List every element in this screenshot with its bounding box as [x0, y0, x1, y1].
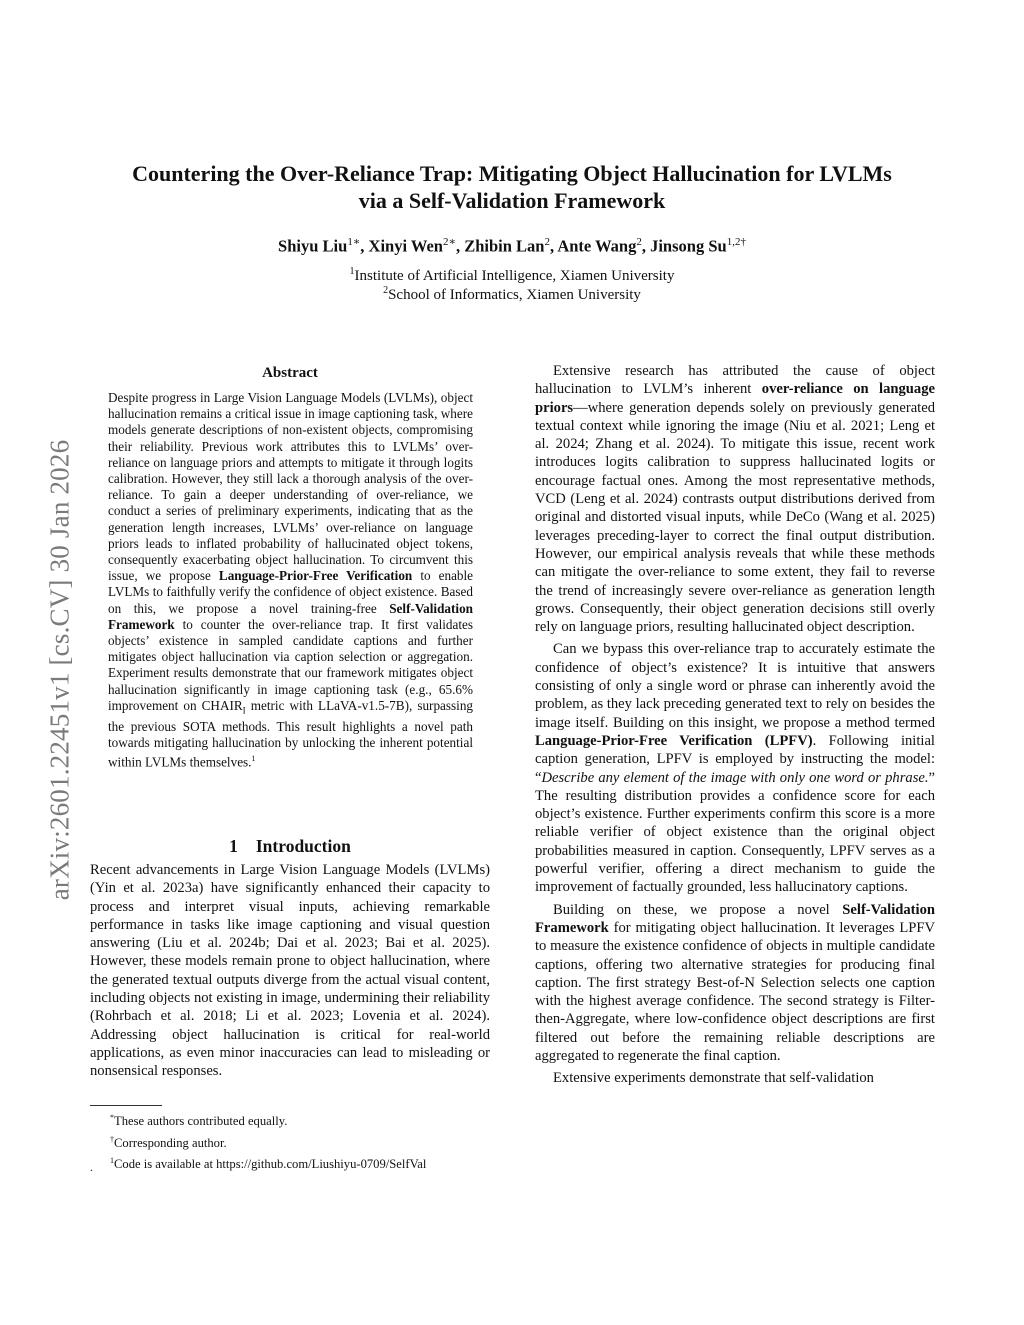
body-text: Extensive experiments demonstrate that self-validation	[553, 1070, 874, 1087]
arxiv-stamp: arXiv:2601.22451v1 [cs.CV] 30 Jan 2026	[44, 439, 75, 901]
affiliation	[80, 285, 944, 304]
author-mark: 2∗	[442, 236, 456, 248]
right-column-body	[535, 362, 935, 1092]
affiliation-mark: 1	[349, 266, 355, 277]
footnote	[110, 1152, 495, 1174]
author-mark: 1,2†	[726, 236, 746, 248]
footnote-text: These authors contributed equally.	[114, 1114, 288, 1129]
footnote-dot: .	[90, 1160, 93, 1174]
abstract-text: to enable LVLMs to faithfully verify the confidence of object existence. Based on this, we propose a novel training-free	[108, 568, 474, 616]
abstract-body	[108, 390, 473, 771]
body-text: Can we bypass this over-reliance trap to accurately estimate the confidence of object’s existence? It is intuitive that answers consisting of only a single word or phrase can inherently avoid the problem, as they lack preceding generated text to rely on besides the image itself. Building on this insight, we propose a method termed	[535, 641, 935, 731]
title-line-1: Countering the Over-Reliance Trap: Mitigating Object Hallucination for LVLMs	[132, 161, 892, 186]
body-paragraph	[535, 640, 935, 896]
paper-title	[80, 160, 944, 214]
bold-term: Language-Prior-Free Verification (LPFV)	[535, 732, 813, 749]
footnote-mark: 1	[251, 754, 256, 764]
footnote-mark: †	[110, 1134, 114, 1144]
footnote-text: Code is available at https://github.com/Liushiyu-0709/SelfVal	[114, 1157, 427, 1172]
footnote-divider	[90, 1105, 162, 1106]
author-name: Shiyu Liu	[278, 236, 348, 256]
section-number: 1	[229, 836, 238, 856]
section-heading	[90, 836, 490, 857]
body-text: for mitigating object hallucination. It leverages LPFV to measure the existence confidence of objects in multiple candidate captions, offering two alternative strategies for producing final caption. The first strategy Best-of-N Selection selects one caption with the highest average confidence. The second strategy is Filter-then-Aggregate, where low-confidence object descriptions are first filtered out before the remaining reliable descriptions are aggregated to regenerate the final caption.	[535, 919, 936, 1064]
footnote	[110, 1109, 495, 1131]
body-text: —where generation depends solely on previously generated textual context while ignoring the image (Niu et al. 2021; Leng et al. 2024; Zhang et al. 2024). To mitigate this issue, recent work introduces logits calibration to suppress hallucinated logits or encourage factual ones. Among the most representative methods, VCD (Leng et al. 2024) contrasts output distributions derived from original and distorted visual inputs, while DeCo (Wang et al. 2025) leverages preceding-layer to correct the final output distribution. However, our empirical analysis reveals that while these methods can mitigate the over-reliance to some extent, they fail to reverse the trend of increasingly severe over-reliance as generation length grows. Consequently, their object generation decisions still overly rely on language priors, resulting hallucinated object description.	[535, 399, 935, 636]
author-name: Xinyi Wen	[368, 236, 443, 256]
body-text: Extensive research has attributed the cause of object hallucination to LVLM’s inherent	[535, 363, 935, 398]
abstract-bold-term: Language-Prior-Free Verification	[218, 568, 413, 584]
abstract-text: metric with LLaVA-v1.5-7B), surpassing the previous SOTA methods. This result highlights a novel path towards mitigating hallucination by unlocking the inherent potential within LVLMs themselves.	[108, 697, 474, 770]
body-text: Building on these, we propose a novel	[553, 901, 830, 918]
footnotes	[110, 1109, 495, 1174]
body-paragraph	[535, 901, 935, 1066]
author-list: Shiyu Liu$^{1∗}$, Xinyi Wen$^{2∗}$, Zhibin Lan$^2$, Ante Wang$^2$, Jinsong $Su^{1,2\dagger}$	[278, 236, 746, 256]
body-text: ” The resulting distribution provides a confidence score for each object’s existence. Further experiments confirm this score is a more reliable verifier of object existence than the original object probabilities measured in caption. Consequently, LPFV serves as a powerful verifier, offering a direct mechanism to guide the improvement of factually grounded, less hallucinatory captions.	[535, 769, 935, 896]
author-mark: 2	[636, 236, 642, 248]
author-name: Zhibin Lan	[464, 236, 545, 256]
author-name: Ante Wang	[557, 236, 637, 256]
body-paragraph	[535, 362, 935, 636]
affiliation	[80, 266, 944, 285]
abstract-heading: Abstract	[262, 365, 318, 381]
bold-term: over-reliance on language priors	[535, 381, 935, 416]
bold-term: Self-Validation Framework	[535, 901, 936, 936]
body-paragraph	[535, 1069, 935, 1087]
abstract-text: to counter the over-reliance trap. It first validates objects’ existence in sampled candidate captions and further mitigates object hallucination via caption selection or aggregation. Experiment results demonstrate that our framework mitigates object hallucination significantly in image captioning task (e.g., 65.6% improvement on CHAIR	[108, 616, 474, 713]
author-mark: 2	[544, 236, 550, 248]
footnote	[110, 1131, 495, 1153]
author-name: Jinsong Su	[650, 236, 727, 256]
abstract-text: Despite progress in Large Vision Language Models (LVLMs), object hallucination remains a critical issue in image captioning task, where models generate descriptions of non-existent objects, compromising their reliability. Previous work attributes this to LVLMs’ over-reliance on language priors and attempts to mitigate it through logits calibration. However, they still lack a thorough analysis of the over-reliance. To gain a deeper understanding of over-reliance, we conduct a series of preliminary experiments, indicating that as the generation length increases, LVLMs’ over-reliance on language priors leads to inflated probability of hallucinated object tokens, consequently exacerbating object hallucination. To circumvent this issue, we propose	[108, 390, 473, 584]
affiliation-mark: 2	[383, 285, 389, 296]
abstract-bold-term: Self-Validation Framework	[108, 600, 473, 632]
body-text: . Following initial caption generation, LPFV is employed by instructing the model: “	[535, 732, 935, 786]
metric-subscript: I	[242, 705, 246, 716]
footnote-mark: 1	[110, 1156, 114, 1166]
affiliation-text: Institute of Artificial Intelligence, Xiamen University	[354, 268, 675, 284]
footnote-mark: *	[110, 1113, 114, 1122]
intro-paragraph: Recent advancements in Large Vision Language Models (LVLMs) (Yin et al. 2023a) have significantly enhanced their capacity to process and interpret visual inputs, achieving remarkable performance in tasks like image captioning and visual question answering (Liu et al. 2024b; Dai et al. 2023; Bai et al. 2025). However, these models remain prone to object hallucination, where the generated textual outputs diverge from the actual visual content, including objects not existing in image, undermining their reliability (Rohrbach et al. 2018; Li et al. 2023; Lovenia et al. 2024). Addressing object hallucination is critical for real-world applications, as even minor inaccuracies can lead to misleading or nonsensical responses.	[90, 862, 490, 1080]
title-line-2: via a Self-Validation Framework	[358, 188, 666, 213]
intro-body	[90, 861, 490, 1081]
author-mark: 1∗	[347, 236, 361, 248]
affiliation-text: School of Informatics, Xiamen University	[388, 287, 641, 303]
footnote-text: Corresponding author.	[114, 1135, 227, 1150]
italic-prompt: Describe any element of the image with only one word or phrase.	[541, 769, 929, 786]
section-title: Introduction	[255, 836, 351, 856]
